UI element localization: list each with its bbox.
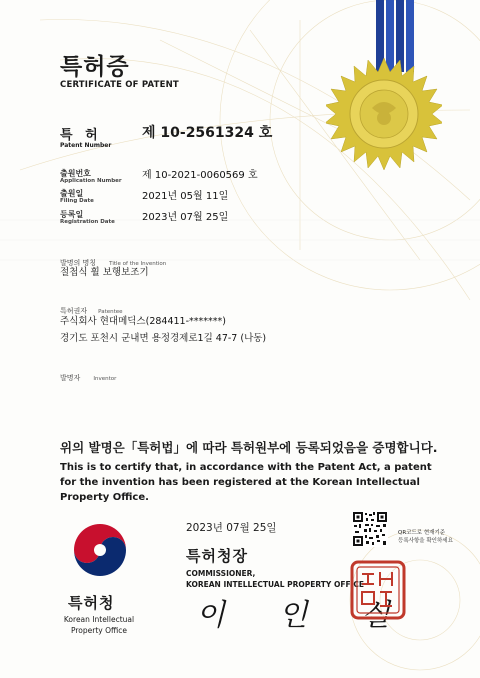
qr-instruction-line2: 등록사항을 확인하세요 bbox=[398, 538, 453, 544]
inventor-label-en: Inventor bbox=[93, 376, 117, 382]
registration-date-value: 2023년 07월 25일 bbox=[142, 212, 229, 223]
registration-date-label-en: Registration Date bbox=[60, 219, 115, 225]
registration-date-label: 등록일 bbox=[60, 210, 84, 219]
invention-label-ko: 발명의 명칭 bbox=[60, 259, 97, 267]
patentee-label-ko: 특허권자 bbox=[60, 307, 88, 315]
kipo-logo-icon bbox=[70, 520, 130, 580]
commissioner-title-en-line2: KOREAN INTELLECTUAL PROPERTY OFFICE bbox=[186, 580, 365, 589]
patent-number-label-en: Patent Number bbox=[60, 142, 112, 149]
patent-number-label: 특 허 bbox=[60, 128, 102, 143]
filing-date-value: 2021년 05월 11일 bbox=[142, 191, 229, 202]
commissioner-title: 특허청장 bbox=[186, 547, 248, 565]
patentee-name: 주식회사 현대메딕스(284411-*******) bbox=[60, 316, 226, 327]
kipo-logo-name-en: Korean Intellectual Property Office bbox=[63, 615, 135, 635]
official-stamp-icon bbox=[350, 560, 406, 620]
patent-number-value: 제 10-2561324 호 bbox=[142, 125, 273, 141]
qr-instruction-line1: QR코드로 현재기준 bbox=[398, 530, 446, 536]
filing-date-label-en: Filing Date bbox=[60, 198, 94, 204]
application-number-value: 제 10-2021-0060569 호 bbox=[142, 170, 258, 181]
invention-label-en: Title of the Invention bbox=[109, 261, 167, 267]
application-number-label-en: Application Number bbox=[60, 178, 122, 184]
certification-statement-ko: 위의 발명은「특허법」에 따라 특허원부에 등록되었음을 증명합니다. bbox=[60, 440, 438, 455]
kipo-logo-name: 특허청 bbox=[68, 594, 115, 612]
issue-date: 2023년 07월 25일 bbox=[186, 522, 277, 534]
certificate-title-en: CERTIFICATE OF PATENT bbox=[60, 80, 179, 90]
certification-statement-en: This is to certify that, in accordance with the Patent Act, a patent for the invention has been registered at the Korean Intellectual Property Office. bbox=[60, 462, 432, 503]
commissioner-title-en bbox=[186, 568, 364, 590]
commissioner-title-en-line1: COMMISSIONER, bbox=[186, 569, 256, 578]
filing-date-label: 출원일 bbox=[60, 189, 84, 198]
invention-title: 절첩식 휠 보행보조기 bbox=[60, 267, 149, 278]
qr-code-icon bbox=[352, 511, 388, 547]
inventor-label bbox=[60, 365, 116, 384]
gold-seal-icon bbox=[326, 56, 442, 172]
patentee-address: 경기도 포천시 군내면 용정경제로1길 47-7 (나동) bbox=[60, 333, 267, 344]
certificate-title: 특허증 bbox=[60, 54, 130, 80]
patentee-label-en: Patentee bbox=[98, 309, 123, 315]
qr-instruction bbox=[398, 529, 453, 545]
inventor-label-ko: 발명자 bbox=[60, 374, 81, 382]
commissioner-signature: 이 인 실 bbox=[196, 598, 413, 633]
application-number-label: 출원번호 bbox=[60, 169, 91, 178]
